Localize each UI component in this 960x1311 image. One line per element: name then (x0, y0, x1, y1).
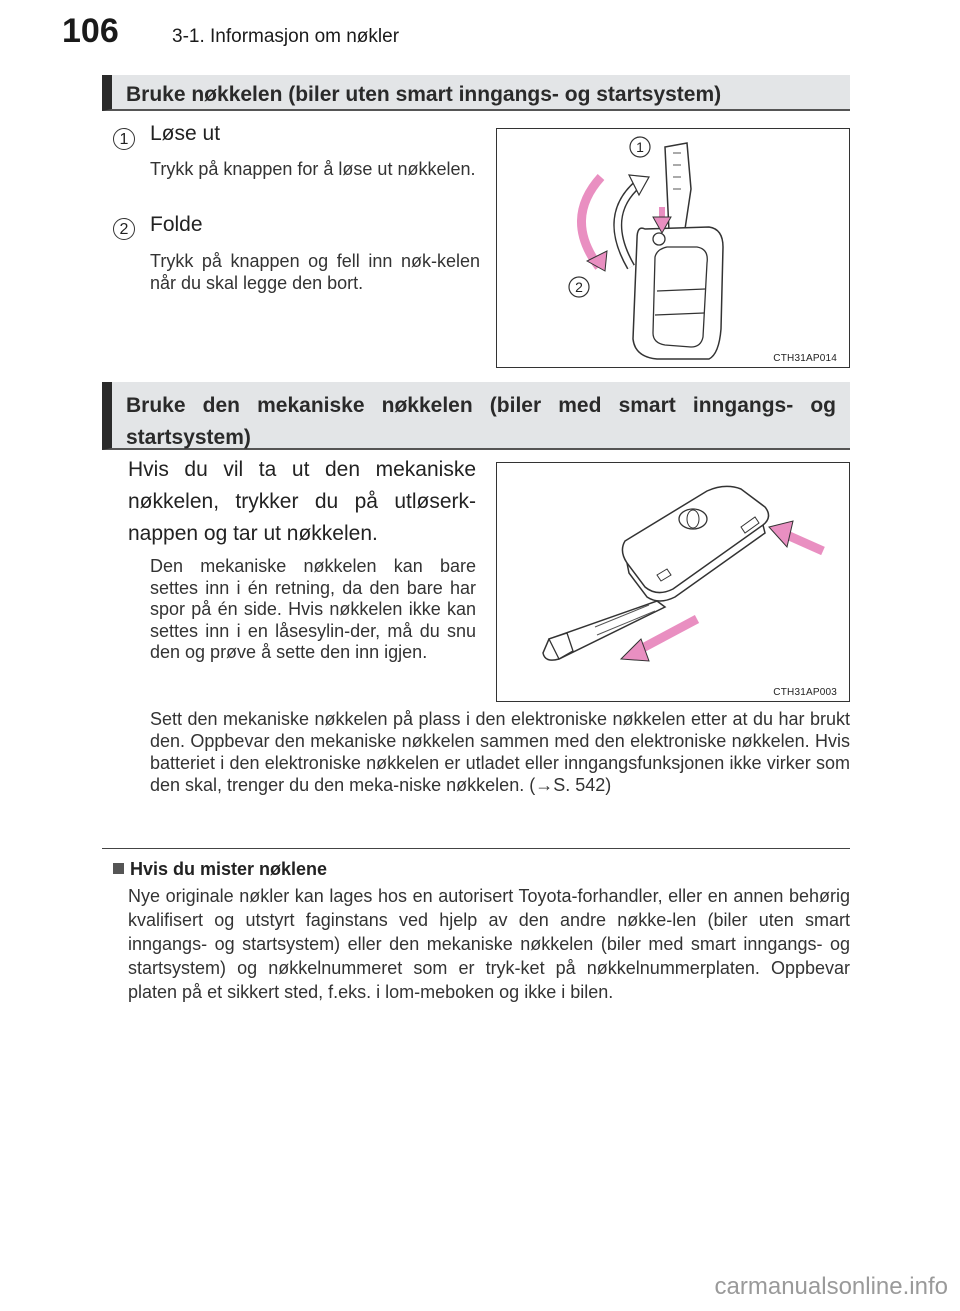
subsection-heading-text: Hvis du mister nøklene (130, 859, 328, 879)
subsection-heading (113, 859, 327, 880)
step-title-2: Folde (150, 213, 203, 236)
step-number-2: 2 (113, 218, 135, 240)
bullet-square-icon (113, 863, 124, 874)
lead-paragraph: Hvis du vil ta ut den mekaniske nøkkelen, trykker du på utløserk-nappen og tar ut nøkkelen. (128, 458, 476, 545)
watermark: carmanualsonline.info (714, 1273, 948, 1300)
folding-key-illustration (497, 129, 849, 367)
note-paragraph: Den mekaniske nøkkelen kan bare settes inn i én retning, da den bare har spor på én side. Hvis nøkkelen ikke kan settes inn i en låsesylin-der, må du snu den og prøve å sette den inn igjen. (150, 556, 476, 662)
figure-label-2: 2 (575, 279, 583, 295)
reference-arrow-icon: → (535, 775, 554, 795)
figure-key-fold (496, 128, 850, 368)
figure-code: CTH31AP014 (773, 353, 837, 364)
figure-label-1: 1 (636, 139, 644, 155)
figure-code-2: CTH31AP003 (773, 687, 837, 698)
storage-paragraph-text: Sett den mekaniske nøkkelen på plass i den elektroniske nøkkelen etter at du har brukt den. Oppbevar den mekaniske nøkkelen sammen med den elektroniske nøkkelen. Hvis batteriet i den elektroniske nøkkelen er utladet eller inngangsfunksjonen ikke virker som den skal, trenger du den meka-niske nøkkelen. ( (150, 709, 850, 795)
smart-key-illustration (497, 463, 849, 701)
figure-smart-key (496, 462, 850, 702)
section-heading-mechanical-key (102, 382, 850, 450)
step-title-1: Løse ut (150, 122, 221, 145)
divider (102, 848, 850, 849)
storage-paragraph (150, 708, 850, 796)
section-heading-line1: Bruke den mekaniske nøkkelen (biler med smart inngangs- og (126, 394, 836, 417)
step-text-2: Trykk på knappen og fell inn nøk-kelen når du skal legge den bort. (150, 251, 480, 293)
page-reference-link[interactable]: S. 542) (553, 775, 612, 795)
lost-keys-paragraph: Nye originale nøkler kan lages hos en autorisert Toyota-forhandler, eller en annen behørig kvalifisert og utstyrt faginstans ved hjelp av den andre nøkke-len (biler uten smart inngangs- og startsystem) eller den mekaniske nøkkelen (biler med smart inngangs- og startsystem) og nøkkelnummeret som er tryk-ket på nøkkelnummerplaten. Oppbevar platen på et sikkert sted, f.eks. i lom-meboken og ikke i bilen. (128, 886, 850, 1002)
step-text-1: Trykk på knappen for å løse ut nøkkelen. (150, 159, 476, 179)
section-heading-line2: startsystem) (126, 426, 251, 449)
step-number-1: 1 (113, 128, 135, 150)
section-heading-key-fold: Bruke nøkkelen (biler uten smart inngangs- og startsystem) (102, 75, 850, 111)
chapter-title: 3-1. Informasjon om nøkler (172, 26, 400, 47)
page-number: 106 (62, 12, 119, 50)
